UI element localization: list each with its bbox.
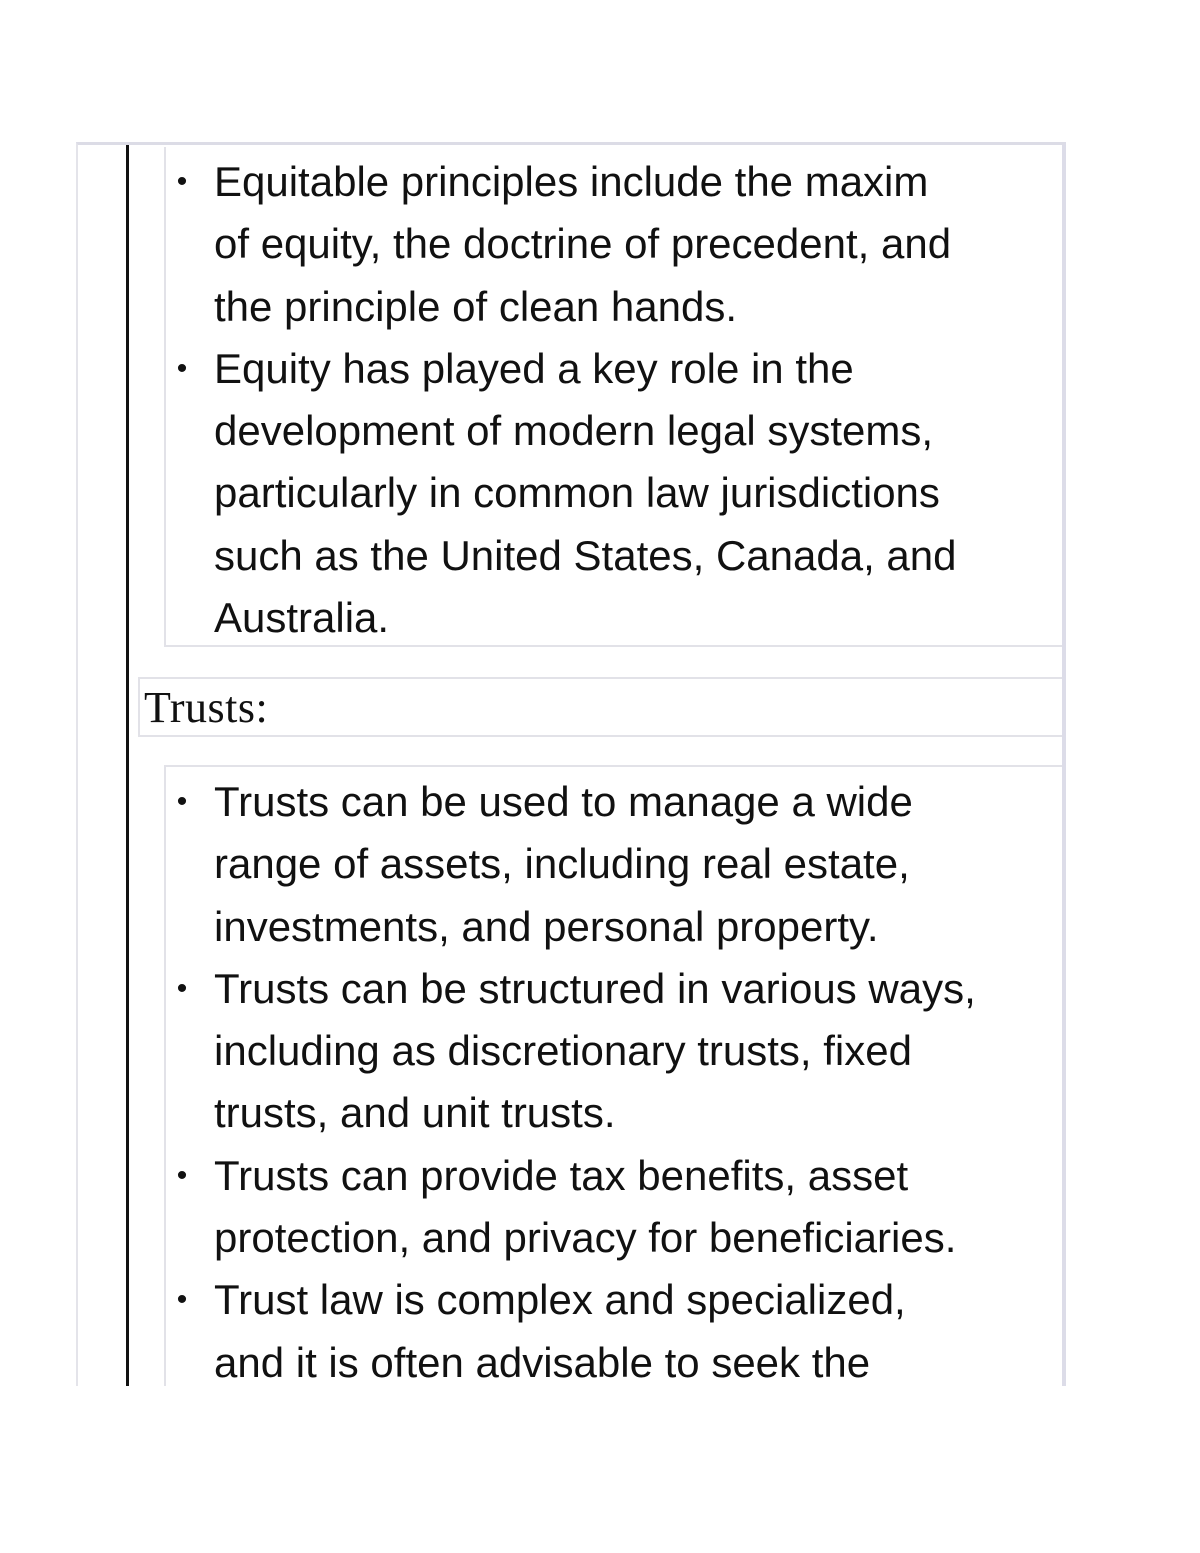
list-item-line: particularly in common law jurisdictions <box>214 469 940 517</box>
list-item-line: Equity has played a key role in the <box>214 344 854 392</box>
trusts-heading-box <box>138 677 1062 737</box>
document-page <box>76 142 1066 1386</box>
list-item-line: Equitable principles include the maxim <box>214 158 929 205</box>
bullet-glyph: • <box>176 351 188 385</box>
list-item-line: trusts, and unit trusts. <box>214 1089 616 1137</box>
list-item <box>166 151 1062 338</box>
list-item-line: investments, and personal property. <box>214 902 879 950</box>
bullet-glyph: • <box>176 971 188 1005</box>
list-item <box>166 958 1062 1145</box>
equity-bullet-list <box>166 151 1062 649</box>
bullet-glyph: • <box>176 785 188 818</box>
list-item-line: development of modern legal systems, <box>214 407 934 455</box>
bullet-glyph: • <box>176 1158 188 1192</box>
list-item-line: the principle of clean hands. <box>214 282 738 330</box>
list-item-line: such as the United States, Canada, and <box>214 531 957 579</box>
list-item-line: Trust law is complex and specialized, <box>214 1276 906 1324</box>
section-heading-trusts: Trusts: <box>144 683 269 732</box>
list-item-line: protection, and privacy for beneficiaries. <box>214 1214 957 1262</box>
list-item-line: and it is often advisable to seek the <box>214 1338 871 1386</box>
list-item <box>166 771 1062 958</box>
list-item <box>166 1145 1062 1270</box>
trusts-bullet-list <box>166 771 1062 1386</box>
list-item-line: including as discretionary trusts, fixed <box>214 1027 912 1075</box>
list-item-line: Trusts can provide tax benefits, asset <box>214 1151 909 1199</box>
trusts-bullet-list-box <box>164 765 1062 1386</box>
list-item-line: range of assets, including real estate, <box>214 840 910 888</box>
list-item-line: Australia. <box>214 594 390 642</box>
list-item <box>166 1269 1062 1386</box>
list-item-line: Trusts can be structured in various ways, <box>214 964 976 1012</box>
bullet-glyph: • <box>176 1283 188 1317</box>
list-item-line: Trusts can be used to manage a wide <box>214 778 913 825</box>
equity-bullet-list-box <box>164 147 1062 647</box>
list-item <box>166 338 1062 649</box>
left-margin-rule <box>126 145 129 1386</box>
bullet-glyph: • <box>176 165 188 198</box>
list-item-line: of equity, the doctrine of precedent, and <box>214 220 952 268</box>
